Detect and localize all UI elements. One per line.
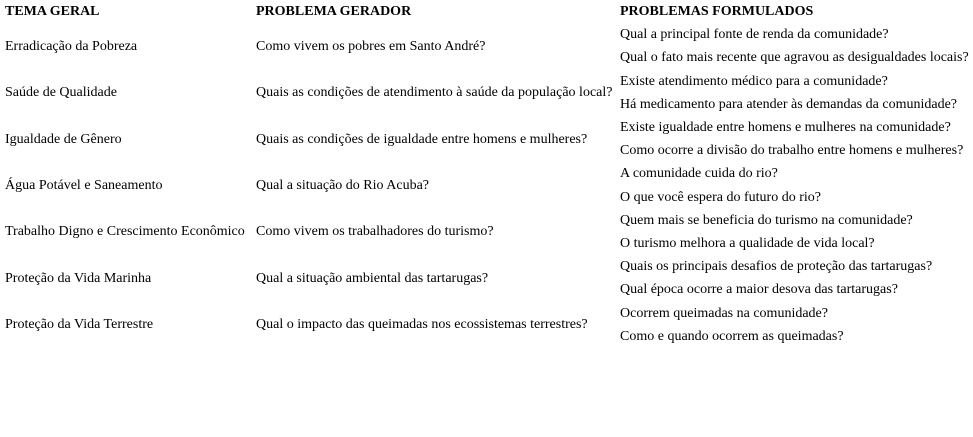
problema-formulado-cell: Quais os principais desafios de proteção das tartarugas? xyxy=(620,259,933,275)
problema-gerador-cell: Qual a situação do Rio Acuba? xyxy=(256,178,430,194)
table-row xyxy=(5,70,969,93)
problema-formulado-cell: Como ocorre a divisão do trabalho entre homens e mulheres? xyxy=(620,143,964,159)
table-row xyxy=(5,162,969,185)
problema-gerador-cell: Como vivem os pobres em Santo André? xyxy=(256,38,486,54)
problema-formulado-cell: Qual a principal fonte de renda da comunidade? xyxy=(620,27,889,43)
problema-formulado-cell: Como e quando ocorrem as queimadas? xyxy=(620,328,844,344)
problema-gerador-cell: Qual a situação ambiental das tartarugas? xyxy=(256,270,489,286)
tema-cell: Trabalho Digno e Crescimento Econômico xyxy=(5,224,245,240)
problema-formulado-cell: Quem mais se beneficia do turismo na comunidade? xyxy=(620,212,913,228)
table-row xyxy=(5,23,969,46)
tema-cell: Erradicação da Pobreza xyxy=(5,38,138,54)
problema-formulado-cell: Há medicamento para atender às demandas da comunidade? xyxy=(620,96,958,112)
table-header-row xyxy=(5,0,969,23)
problema-formulado-cell: A comunidade cuida do rio? xyxy=(620,166,778,182)
problema-gerador-cell: Quais as condições de igualdade entre homens e mulheres? xyxy=(256,131,588,147)
problema-formulado-cell: Qual época ocorre a maior desova das tartarugas? xyxy=(620,282,898,298)
problema-formulado-cell: Qual o fato mais recente que agravou as desigualdades locais? xyxy=(620,50,969,66)
tema-cell: Água Potável e Saneamento xyxy=(5,178,163,194)
problema-gerador-cell: Qual o impacto das queimadas nos ecossistemas terrestres? xyxy=(256,317,588,333)
problema-formulado-cell: O turismo melhora a qualidade de vida local? xyxy=(620,236,875,252)
header-tema-geral: TEMA GERAL xyxy=(5,4,100,19)
problema-formulado-cell: Ocorrem queimadas na comunidade? xyxy=(620,305,828,321)
header-problemas-formulados: PROBLEMAS FORMULADOS xyxy=(620,4,814,19)
tema-cell: Proteção da Vida Marinha xyxy=(5,270,152,286)
table-row xyxy=(5,302,969,325)
problema-formulado-cell: Existe igualdade entre homens e mulheres na comunidade? xyxy=(620,120,951,136)
table-row xyxy=(5,255,969,278)
table-row xyxy=(5,209,969,232)
tema-cell: Saúde de Qualidade xyxy=(5,85,117,101)
header-problema-gerador: PROBLEMA GERADOR xyxy=(256,4,412,19)
planning-table xyxy=(5,0,969,348)
tema-cell: Proteção da Vida Terrestre xyxy=(5,317,154,333)
tema-cell: Igualdade de Gênero xyxy=(5,131,122,147)
table-row xyxy=(5,116,969,139)
problema-formulado-cell: Existe atendimento médico para a comunidade? xyxy=(620,73,888,89)
problema-gerador-cell: Como vivem os trabalhadores do turismo? xyxy=(256,224,494,240)
problema-gerador-cell: Quais as condições de atendimento à saúde da população local? xyxy=(256,85,613,101)
problema-formulado-cell: O que você espera do futuro do rio? xyxy=(620,189,821,205)
